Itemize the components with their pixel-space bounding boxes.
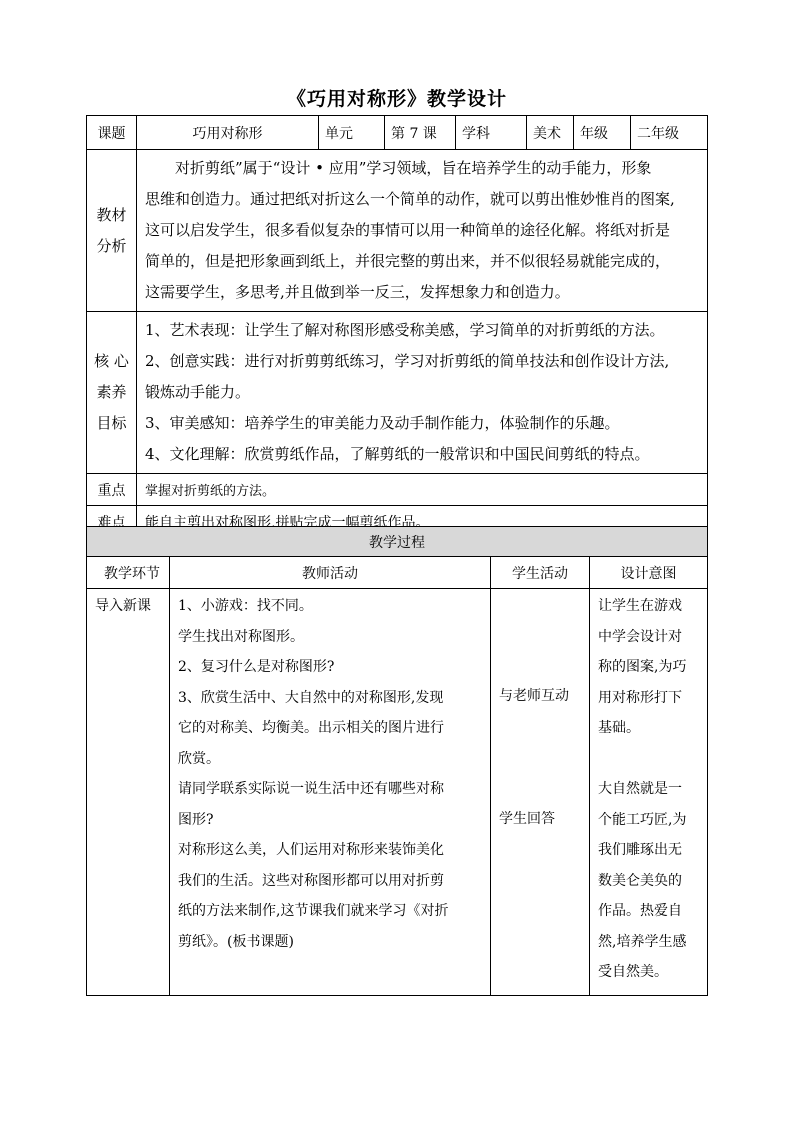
teacher-line: 纸的方法来制作,这节课我们就来学习《对折 [178, 903, 449, 919]
core-literacy-item: 4、文化理解：欣赏剪纸作品，了解剪纸的一般常识和中国民间剪纸的特点。 [145, 445, 650, 463]
core-literacy-item: 2、创意实践：进行对折剪剪纸练习，学习对折剪纸的简单技法和创作设计方法, [145, 352, 670, 370]
key-point-row [87, 474, 708, 506]
teacher-line: 我们的生活。这些对称图形都可以用对折剪 [178, 872, 444, 889]
header-stage: 教学环节 [87, 557, 170, 589]
process-section-title: 教学过程 [87, 527, 708, 557]
unit-value: 第 7 课 [385, 116, 456, 150]
key-point-label: 重点 [87, 474, 137, 506]
info-row [87, 116, 708, 150]
process-section-header [87, 527, 708, 557]
table-row [87, 589, 708, 996]
intent-line: 中学会设计对 [598, 628, 682, 645]
difficulty-value: 能自主剪出对称图形,拼贴完成一幅剪纸作品。 [137, 506, 708, 538]
header-design-intent: 设计意图 [590, 557, 708, 589]
material-analysis-line: 简单的，但是把形象画到纸上，并很完整的剪出来，并不似很轻易就能完成的， [145, 252, 671, 270]
grade-label: 年级 [574, 116, 631, 150]
unit-label: 单元 [319, 116, 385, 150]
intent-line: 用对称形打下 [598, 689, 682, 706]
material-analysis-line: 这需要学生，多思考,并且做到举一反三，发挥想象力和创造力。 [145, 283, 570, 301]
teacher-activity-cell [170, 589, 491, 996]
lesson-value: 巧用对称形 [137, 116, 319, 150]
core-literacy-label-line: 核 心 [94, 352, 129, 370]
intent-line: 大自然就是一 [598, 781, 682, 797]
material-analysis-label [87, 150, 137, 312]
intent-line: 基础。 [598, 720, 640, 736]
design-intent-cell [590, 589, 708, 996]
core-literacy-item: 锻炼动手能力。 [145, 383, 251, 401]
core-literacy-label [87, 312, 137, 474]
teacher-line: 学生找出对称图形。 [178, 628, 304, 645]
material-analysis-label-line1: 教材 [96, 205, 127, 224]
intent-line: 称的图案,为巧 [598, 659, 687, 675]
student-activity-2: 学生回答 [499, 810, 555, 827]
grade-value: 二年级 [631, 116, 708, 150]
stage-cell: 导入新课 [87, 589, 170, 996]
lesson-label: 课题 [87, 116, 137, 150]
core-literacy-item: 1、艺术表现：让学生了解对称图形感受称美感，学习简单的对折剪纸的方法。 [145, 321, 665, 339]
material-analysis-line: 思维和创造力。通过把纸对折这么一个简单的动作，就可以剪出惟妙惟肖的图案, [145, 190, 675, 208]
teacher-line: 请同学联系实际说一说生活中还有哪些对称 [178, 781, 444, 797]
intent-line: 然,培养学生感 [598, 933, 687, 950]
intent-line: 我们雕琢出无 [598, 842, 682, 858]
core-literacy-item: 3、审美感知：培养学生的审美能力及动手制作能力，体验制作的乐趣。 [145, 414, 620, 432]
core-literacy-label-line: 目标 [96, 414, 127, 432]
header-teacher-activity: 教师活动 [170, 557, 491, 589]
teacher-line: 1、小游戏：找不同。 [178, 598, 313, 614]
header-student-activity: 学生活动 [491, 557, 590, 589]
material-analysis-line: 对折剪纸”属于“设计 • 应用”学习领域，旨在培养学生的动手能力，形象 [175, 159, 652, 177]
subject-value: 美术 [527, 116, 574, 150]
teacher-line: 2、复习什么是对称图形? [178, 659, 335, 675]
intent-line: 数美仑美奂的 [598, 872, 682, 889]
key-point-value: 掌握对折剪纸的方法。 [137, 474, 708, 506]
subject-label: 学科 [456, 116, 527, 150]
core-literacy-content [137, 312, 708, 474]
student-activity-cell [491, 589, 590, 996]
teaching-process-table [86, 526, 708, 996]
process-column-headers [87, 557, 708, 589]
difficulty-label: 难点 [87, 506, 137, 538]
intent-line: 受自然美。 [598, 964, 668, 980]
page-title: 《巧用对称形》教学设计 [286, 88, 507, 110]
lesson-info-table [86, 115, 708, 538]
teacher-line: 3、欣赏生活中、大自然中的对称图形,发现 [178, 689, 444, 706]
material-analysis-line: 这可以启发学生，很多看似复杂的事情可以用一种简单的途径化解。将纸对折是 [145, 221, 671, 239]
teacher-line: 对称形这么美，人们运用对称形来装饰美化 [178, 842, 444, 858]
student-activity-1: 与老师互动 [499, 688, 569, 704]
intent-line [598, 744, 703, 775]
intent-line: 让学生在游戏 [598, 598, 682, 614]
teacher-line: 剪纸》。(板书课题) [178, 933, 294, 950]
teacher-line: 图形? [178, 811, 214, 828]
core-literacy-row [87, 312, 708, 474]
core-literacy-label-line: 素养 [96, 383, 127, 401]
teacher-line: 欣赏。 [178, 750, 220, 767]
material-analysis-row [87, 150, 708, 312]
material-analysis-label-line2: 分析 [96, 236, 127, 255]
intent-line: 个能工巧匠,为 [598, 811, 687, 828]
teacher-line: 它的对称美、均衡美。出示相关的图片进行 [178, 720, 444, 736]
intent-line: 作品。热爱自 [598, 903, 682, 919]
material-analysis-content [137, 150, 708, 312]
